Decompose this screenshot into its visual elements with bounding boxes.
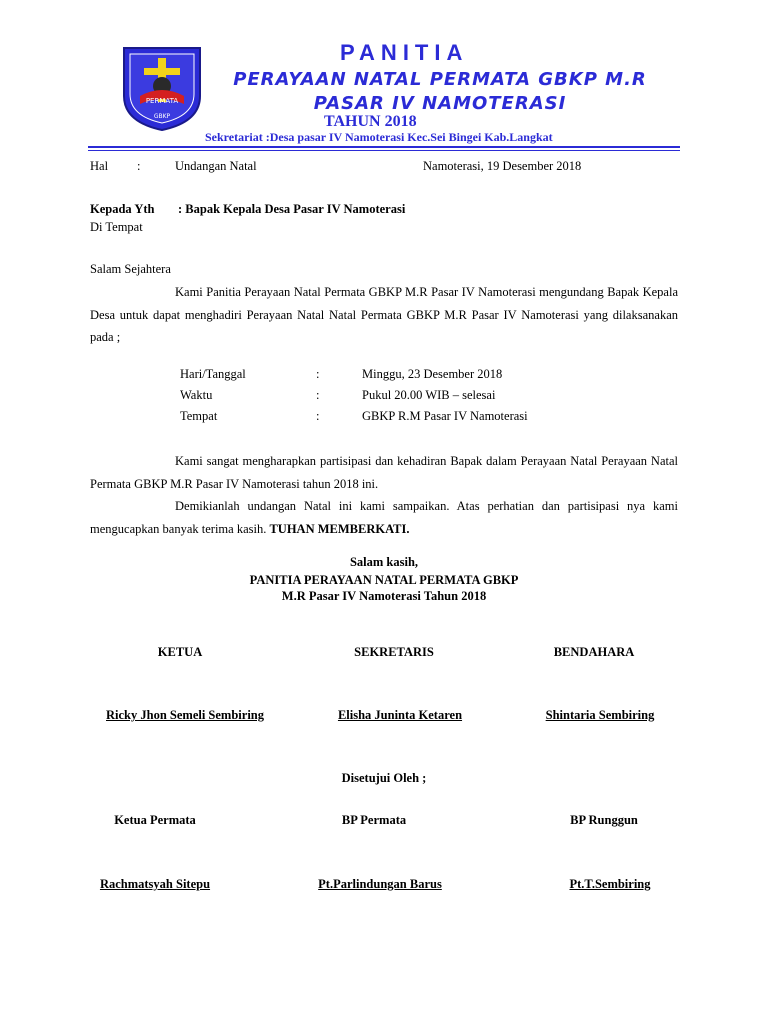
role-sekretaris: SEKRETARIS [354,645,434,659]
committee-line-2: M.R Pasar IV Namoterasi Tahun 2018 [281,589,487,603]
name-ketua: Ricky Jhon Semeli Sembiring [106,708,264,722]
detail-colon: : [316,388,320,402]
closing-text: Demikianlah undangan Natal ini kami sampaikan. Atas perhatian dan partisipasi nya kami mengucapkan banyak terima kasih. [90,499,678,536]
approver-role: Ketua Permata [114,813,196,827]
detail-label: Hari/Tanggal [180,367,246,381]
letterhead-panitia: PANITIA [340,40,469,65]
detail-label: Tempat [180,409,218,423]
detail-value: Minggu, 23 Desember 2018 [362,367,503,381]
letterhead-year: TAHUN 2018 [324,113,417,130]
approver-role: BP Permata [341,813,407,827]
detail-value: Pukul 20.00 WIB – selesai [362,388,496,402]
approver-name: Rachmatsyah Sitepu [99,877,211,891]
kepada-label: Kepada Yth [90,202,155,216]
di-tempat: Di Tempat [90,220,143,234]
letterhead-secretariat: Sekretariat :Desa pasar IV Namoterasi Kec.Sei Bingei Kab.Langkat [205,130,553,144]
approved-label: Disetujui Oleh ; [341,771,427,785]
approver-name: Pt.Parlindungan Barus [318,877,442,891]
paragraph-hope: Kami sangat mengharapkan partisipasi dan kehadiran Bapak dalam Perayaan Natal Perayaan Natal Permata GBKP M.R Pasar IV Namoterasi tahun 2018 ini. [90,454,678,491]
letterhead-rule-thin [88,150,680,151]
hal-value: Undangan Natal [175,159,257,173]
detail-colon: : [316,409,320,423]
paragraph-closing [90,495,678,540]
logo-text: PERMATA [145,97,179,105]
approver-role: BP Runggun [570,813,638,827]
detail-colon: : [316,367,320,381]
name-sekretaris: Elisha Juninta Ketaren [337,708,463,722]
kepada-value: : Bapak Kepala Desa Pasar IV Namoterasi [178,202,406,216]
hal-label: Hal [90,159,109,173]
paragraph-invitation: Kami Panitia Perayaan Natal Permata GBKP M.R Pasar IV Namoterasi mengundang Bapak Kepala Desa untuk dapat menghadiri Perayaan Natal Natal Permata GBKP M.R Pasar IV Namoterasi yang dilaksanakan pada ; [90,285,678,344]
committee-line-1: PANITIA PERAYAAN NATAL PERMATA GBKP [249,573,519,587]
tuhan-memberkati: TUHAN MEMBERKATI. [269,521,410,536]
letterhead-organization: PERAYAAN NATAL PERMATA GBKP M.R PASAR IV NAMOTERASI [233,69,647,114]
detail-value: GBKP R.M Pasar IV Namoterasi [362,409,528,423]
role-bendahara: BENDAHARA [553,645,635,659]
letterhead-rule-thick [88,146,680,148]
place-date: Namoterasi, 19 Desember 2018 [423,159,582,173]
name-bendahara: Shintaria Sembiring [545,708,655,722]
logo-bottom-text: GBKP [153,113,171,120]
role-ketua: KETUA [157,645,203,659]
approver-name: Pt.T.Sembiring [569,877,651,891]
salam-kasih: Salam kasih, [349,555,419,569]
detail-label: Waktu [180,388,213,402]
salam-sejahtera: Salam Sejahtera [90,262,171,276]
permata-logo [120,44,204,132]
hal-colon: : [137,159,141,173]
